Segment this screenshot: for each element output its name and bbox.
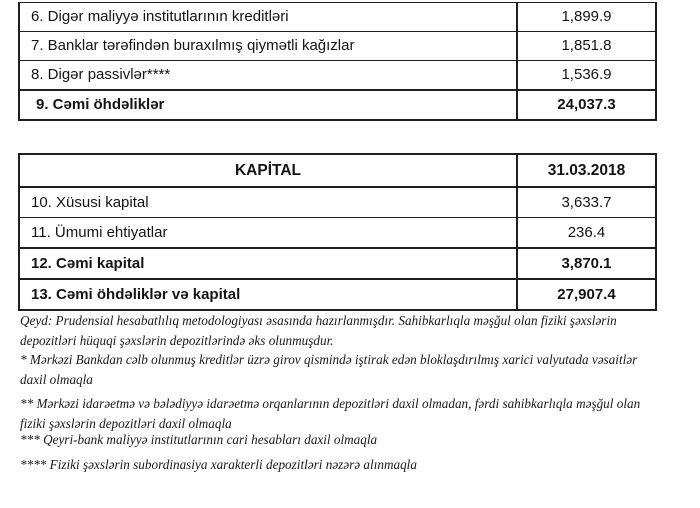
- table-row: [20, 61, 655, 91]
- table-row: [20, 3, 655, 32]
- table-row-total-liabilities-and-capital: [20, 279, 655, 309]
- table-header-row: [20, 155, 655, 187]
- footnote-3: *** Qeyri-bank maliyyə institutlarının cari hesabları daxil olmaqla: [20, 432, 378, 447]
- row-label: 6. Digər maliyyə institutlarının kreditləri: [31, 8, 289, 25]
- row-value: 3,870.1: [517, 248, 655, 279]
- liabilities-table: [18, 2, 657, 121]
- capital-header-title: KAPİTAL: [234, 161, 301, 179]
- row-label: 12. Cəmi kapital: [20, 248, 517, 279]
- row-label: 10. Xüsusi kapital: [20, 187, 517, 218]
- row-label: 9. Cəmi öhdəliklər: [20, 90, 517, 119]
- footnote-2: ** Mərkəzi idarəetmə və bələdiyyə idarəetmə orqanlarının depozitləri daxil olmadan, fərdi sahibkarlıqla məşğul olan fiziki şəxslərin depozitləri daxil olmaqla: [20, 396, 641, 431]
- footnote-1: * Mərkəzi Bankdan cəlb olunmuş kreditlər üzrə girov qismində iştirak edən bloklaşdırılmış xarici valyutada vəsaitlər daxil olmaqla: [20, 352, 638, 387]
- table-row: [20, 187, 655, 218]
- row-value: 24,037.3: [517, 90, 655, 119]
- row-label: 13. Cəmi öhdəliklər və kapital: [20, 279, 517, 309]
- row-value: 1,536.9: [517, 61, 655, 91]
- table-row: [20, 32, 655, 61]
- row-value: 3,633.7: [517, 187, 655, 218]
- row-value: 1,851.8: [517, 32, 655, 61]
- capital-table: [18, 153, 657, 311]
- capital-header-date: 31.03.2018: [517, 155, 655, 187]
- table-row-total-liabilities: [20, 90, 655, 119]
- row-value: 27,907.4: [517, 279, 655, 309]
- row-value: 236.4: [517, 218, 655, 249]
- row-value: 1,899.9: [517, 3, 655, 32]
- row-label: 8. Digər passivlər****: [20, 61, 517, 91]
- table-row: [20, 218, 655, 249]
- table-row-total-capital: [20, 248, 655, 279]
- footnote-4: **** Fiziki şəxslərin subordinasiya xarakterli depozitləri nəzərə alınmaqla: [20, 457, 417, 472]
- methodology-note: Qeyd: Prudensial hesabatlılıq metodologiyası əsasında hazırlanmışdır. Sahibkarlıqla məşğul olan fiziki şəxslərin depozitləri hüquqi şəxslərin depozitlərində əks olunmuşdur.: [20, 313, 617, 348]
- row-label: 7. Banklar tərəfindən buraxılmış qiymətli kağızlar: [20, 32, 517, 61]
- row-label: 11. Ümumi ehtiyatlar: [20, 218, 517, 249]
